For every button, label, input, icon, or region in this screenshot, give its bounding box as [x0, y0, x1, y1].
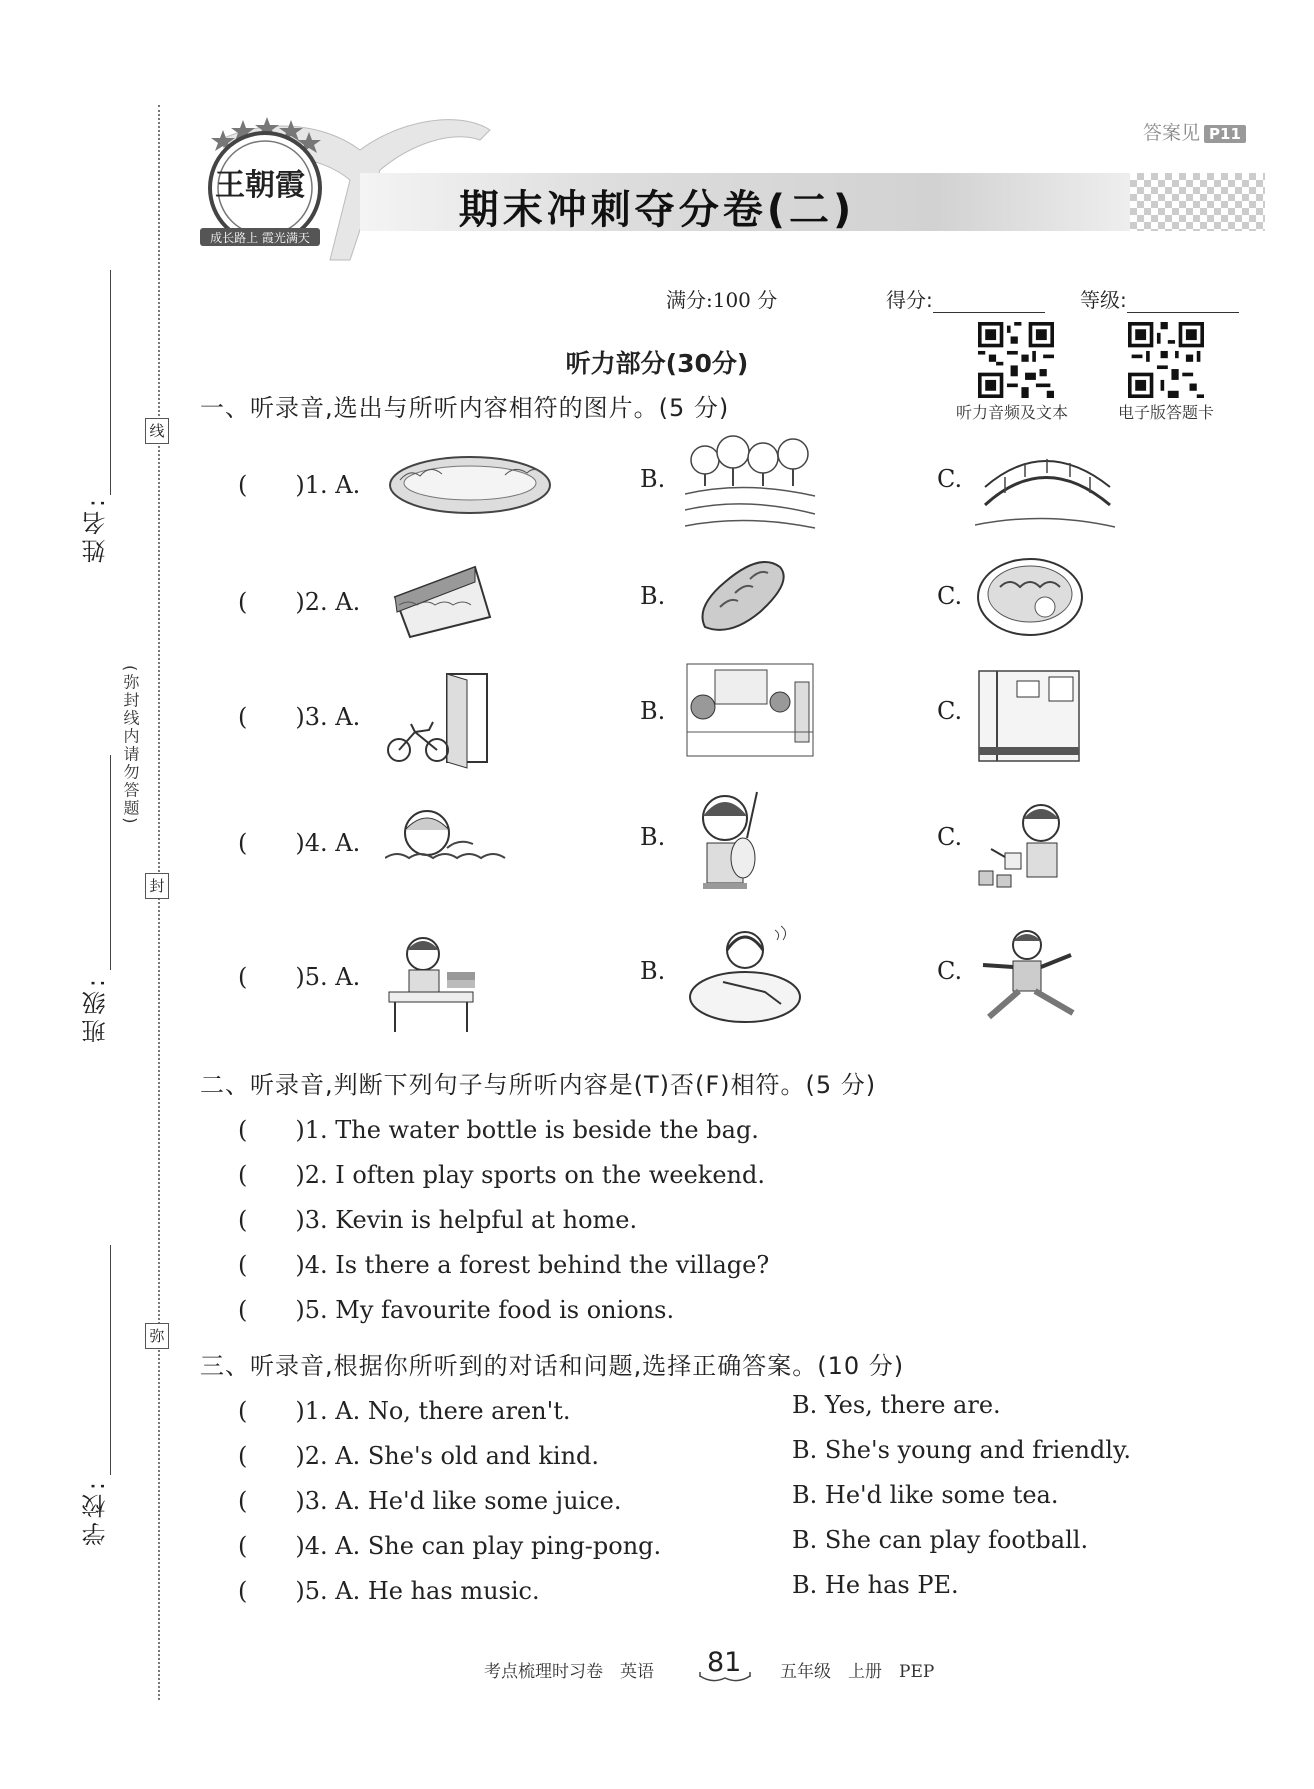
name-label: 姓名:	[82, 495, 110, 564]
bread-icon	[685, 547, 855, 657]
girl-pipa-icon	[685, 788, 855, 898]
margin-box-feng: 封	[145, 873, 169, 899]
qr-caption-audio: 听力音频及文本	[956, 403, 1069, 422]
logo-slogan: 成长路上 霞光满天	[210, 231, 310, 245]
grade-field: 等级:	[1080, 284, 1239, 313]
part1-item-5-b-label: B.	[640, 957, 666, 985]
part1-item-4-c-label: C.	[937, 823, 963, 851]
part1-item-2-b-label: B.	[640, 582, 666, 610]
part3-item-4-b: B. She can play football.	[792, 1526, 1089, 1554]
part1-item-4-label: ( )4. A.	[238, 829, 361, 857]
answer-reference: 答案见 P11	[1143, 118, 1246, 145]
part3-item-1-a: ( )1. A. No, there aren't.	[238, 1397, 571, 1425]
sandwich-icon	[385, 557, 555, 667]
part3-item-5-a: ( )5. A. He has music.	[238, 1577, 540, 1605]
footer-right: 五年级 上册 PEP	[780, 1662, 935, 1682]
part1-item-4-b-label: B.	[640, 823, 666, 851]
lake-icon	[385, 440, 555, 550]
part1-item-1-b-label: B.	[640, 465, 666, 493]
part1-item-2-label: ( )2. A.	[238, 588, 361, 616]
page-number: 81	[707, 1647, 742, 1678]
part3-item-5-b: B. He has PE.	[792, 1571, 959, 1599]
footer-left: 考点梳理时习卷 英语	[484, 1662, 654, 1682]
answer-page-tag: P11	[1204, 125, 1246, 143]
part2-item-5: ( )5. My favourite food is onions.	[238, 1296, 675, 1324]
part2-item-1: ( )1. The water bottle is beside the bag.	[238, 1116, 759, 1144]
part1-item-3-c-label: C.	[937, 697, 963, 725]
part1-item-1-label: ( )1. A.	[238, 471, 361, 499]
part3-item-4-a: ( )4. A. She can play ping-pong.	[238, 1532, 662, 1560]
part2-item-2: ( )2. I often play sports on the weekend.	[238, 1161, 765, 1189]
seal-line-note: (弥封线内请勿答题)	[121, 665, 140, 826]
logo-brand: 王朝霞	[215, 168, 305, 203]
part2-item-4: ( )4. Is there a forest behind the village?	[238, 1251, 770, 1279]
girl-headphones-icon	[685, 922, 855, 1032]
part3-item-3-a: ( )3. A. He'd like some juice.	[238, 1487, 622, 1515]
part3-item-2-a: ( )2. A. She's old and kind.	[238, 1442, 600, 1470]
bridge-icon	[975, 435, 1145, 545]
book-decoration-icon	[698, 1672, 752, 1686]
boy-kungfu-icon	[975, 927, 1145, 1037]
wall-pictures-icon	[975, 667, 1145, 777]
part1-item-3-b-label: B.	[640, 697, 666, 725]
margin-box-mi: 弥	[145, 1323, 169, 1349]
room-window-icon	[685, 662, 855, 772]
class-field-line	[110, 755, 111, 970]
bike-door-icon	[385, 672, 555, 782]
swimming-icon	[385, 798, 555, 908]
noodles-bowl-icon	[975, 552, 1145, 662]
name-field-line	[110, 270, 111, 495]
grade-blank[interactable]	[1127, 290, 1239, 313]
brand-logo	[195, 110, 325, 255]
qr-caption-answer-card: 电子版答题卡	[1118, 403, 1215, 422]
school-field-line	[110, 1245, 111, 1475]
part2-item-3: ( )3. Kevin is helpful at home.	[238, 1206, 638, 1234]
part3-item-2-b: B. She's young and friendly.	[792, 1436, 1131, 1464]
part1-heading: 一、听录音,选出与所听内容相符的图片。(5 分)	[200, 394, 730, 422]
boy-desk-icon	[385, 932, 555, 1042]
part1-item-1-c-label: C.	[937, 465, 963, 493]
part3-heading: 三、听录音,根据你所听到的对话和问题,选择正确答案。(10 分)	[200, 1352, 905, 1380]
part1-item-3-label: ( )3. A.	[238, 703, 361, 731]
part1-item-2-c-label: C.	[937, 582, 963, 610]
girl-watering-icon	[975, 793, 1145, 903]
part2-heading: 二、听录音,判断下列句子与所听内容是(T)否(F)相符。(5 分)	[200, 1071, 877, 1099]
part1-item-5-label: ( )5. A.	[238, 963, 361, 991]
page-title: 期末冲刺夺分卷(二)	[458, 187, 856, 233]
full-score: 满分:100 分	[666, 288, 778, 312]
score-blank[interactable]	[933, 290, 1045, 313]
class-label: 班级:	[82, 975, 110, 1044]
score-field: 得分:	[886, 284, 1045, 313]
listening-section-title: 听力部分(30分)	[565, 349, 749, 378]
part3-item-1-b: B. Yes, there are.	[792, 1391, 1001, 1419]
part1-item-5-c-label: C.	[937, 957, 963, 985]
school-label: 学校:	[82, 1478, 110, 1547]
part3-item-3-b: B. He'd like some tea.	[792, 1481, 1059, 1509]
margin-box-xian: 线	[145, 418, 169, 444]
river-trees-icon	[685, 430, 855, 540]
